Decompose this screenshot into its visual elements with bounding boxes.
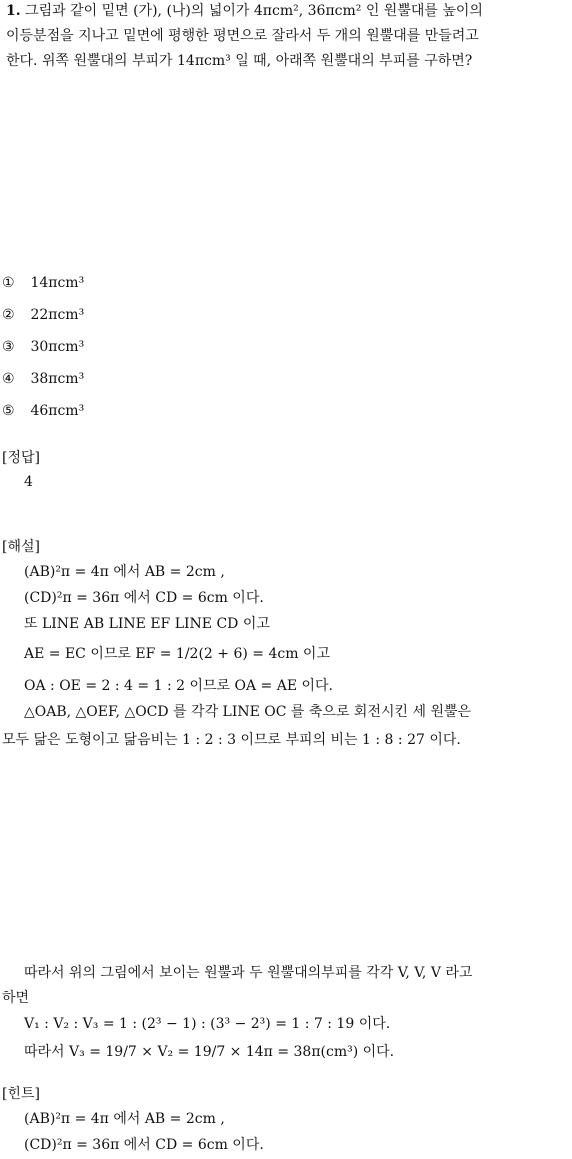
question-number: 1. <box>6 3 21 19</box>
explanation-line-10: V₁ : V₂ : V₃ = 1 : (2³ − 1) : (3³ − 2³) = 1 : 7 : 19 이다. <box>24 1016 391 1032</box>
option-4-number: ④ <box>2 371 15 387</box>
option-5-number: ⑤ <box>2 403 15 419</box>
option-2-text: 22πcm³ <box>30 307 85 323</box>
option-5-text: 46πcm³ <box>30 403 85 419</box>
hint-line-1: (AB)²π = 4π 에서 AB = 2cm , <box>24 1111 225 1127</box>
answer-value: 4 <box>24 474 33 490</box>
explanation-line-5: OA : OE = 2 : 4 = 1 : 2 이므로 OA = AE 이다. <box>24 678 333 694</box>
question-text-1: 그림과 같이 밑면 (가), (나)의 넓이가 4πcm², 36πcm² 인 원뿔대를 높이의 <box>25 3 483 19</box>
option-2[interactable] <box>2 307 84 325</box>
option-1[interactable] <box>2 275 84 293</box>
option-4-text: 38πcm³ <box>30 371 85 387</box>
option-3[interactable] <box>2 339 84 357</box>
hint-label: [힌트] <box>2 1086 40 1102</box>
option-4[interactable] <box>2 371 84 389</box>
explanation-label: [해설] <box>2 539 40 555</box>
option-1-text: 14πcm³ <box>30 275 85 291</box>
option-1-number: ① <box>2 275 15 291</box>
question-text-2: 이등분점을 지나고 밑면에 평행한 평면으로 잘라서 두 개의 원뿔대를 만들려고 <box>6 28 479 44</box>
option-3-number: ③ <box>2 339 15 355</box>
option-3-text: 30πcm³ <box>30 339 85 355</box>
explanation-line-11: 따라서 V₃ = 19/7 × V₂ = 19/7 × 14π = 38π(cm³) 이다. <box>24 1044 395 1060</box>
explanation-line-8: 따라서 위의 그림에서 보이는 원뿔과 두 원뿔대의부피를 각각 V, V, V 라고 <box>24 965 473 981</box>
explanation-line-2: (CD)²π = 36π 에서 CD = 6cm 이다. <box>24 590 264 606</box>
option-5[interactable] <box>2 403 84 421</box>
explanation-line-4: AE = EC 이므로 EF = 1/2(2 + 6) = 4cm 이고 <box>24 646 330 662</box>
question-line-1 <box>6 3 483 21</box>
explanation-line-7: 모두 닮은 도형이고 닮음비는 1 : 2 : 3 이므로 부피의 비는 1 : 8 : 27 이다. <box>2 732 461 748</box>
answer-label: [정답] <box>2 450 40 466</box>
explanation-line-3: 또 LINE AB LINE EF LINE CD 이고 <box>24 616 270 632</box>
question-text-3: 한다. 위쪽 원뿔대의 부피가 14πcm³ 일 때, 아래쪽 원뿔대의 부피를 구하면? <box>6 53 473 69</box>
hint-line-2: (CD)²π = 36π 에서 CD = 6cm 이다. <box>24 1137 264 1153</box>
explanation-line-9: 하면 <box>2 990 30 1006</box>
explanation-line-1: (AB)²π = 4π 에서 AB = 2cm , <box>24 564 225 580</box>
option-2-number: ② <box>2 307 15 323</box>
explanation-line-6: △OAB, △OEF, △OCD 를 각각 LINE OC 를 축으로 회전시킨 세 원뿔은 <box>24 704 472 720</box>
